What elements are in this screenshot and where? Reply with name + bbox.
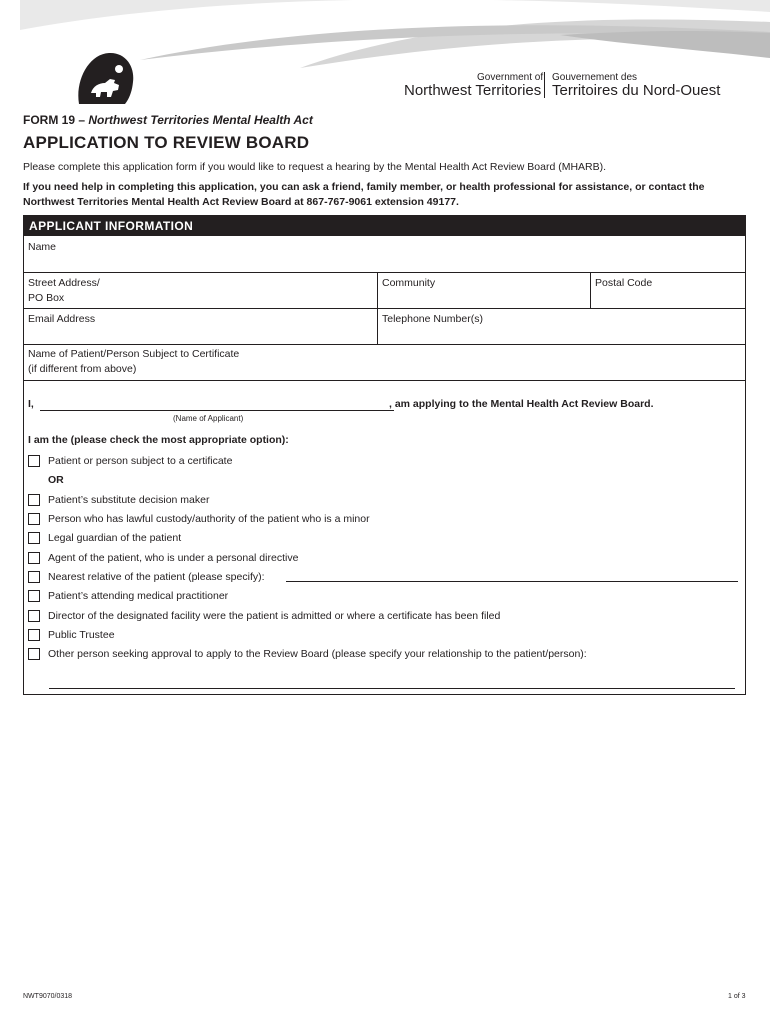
declaration-i: I, — [28, 398, 34, 410]
help-text: If you need help in completing this application, you can ask a friend, family member, or health professional for assistance, or contact the Northwest Territories Mental Health Act Review Board at 867-767-9061 extension 49177. — [23, 181, 705, 208]
applicant-form-box — [23, 215, 746, 695]
checkbox[interactable] — [28, 571, 40, 583]
nearest-relative-specify-line[interactable] — [286, 581, 738, 582]
checkbox[interactable] — [28, 648, 40, 660]
form-code: NWT9070/0318 — [23, 993, 73, 1000]
gov-wordmark-divider — [544, 72, 545, 98]
option-label: Agent of the patient, who is under a personal directive — [48, 552, 299, 564]
checkbox[interactable] — [28, 590, 40, 602]
name-field[interactable] — [24, 236, 745, 273]
street-label-line2: PO Box — [28, 292, 65, 304]
telephone-field[interactable] — [378, 309, 745, 344]
option-label: Patient or person subject to a certificate — [48, 455, 233, 467]
gov-en-small-text: Government of — [477, 72, 544, 83]
checkbox[interactable] — [28, 532, 40, 544]
act-name: Northwest Territories Mental Health Act — [88, 113, 313, 127]
applicant-name-caption: (Name of Applicant) — [173, 414, 244, 423]
other-person-specify-line[interactable] — [49, 688, 735, 689]
option-label: Director of the designated facility were the patient is admitted or where a certificate has been filed — [48, 610, 501, 622]
community-field[interactable] — [378, 273, 590, 308]
form-number — [23, 113, 313, 127]
gov-fr-small-text: Gouvernement des — [552, 72, 638, 83]
options-title: I am the (please check the most appropriate option): — [28, 434, 289, 446]
gov-en-big-text: Northwest Territories — [404, 82, 542, 99]
declaration-text: , am applying to the Mental Health Act Review Board. — [389, 398, 654, 410]
email-label: Email Address — [28, 313, 96, 325]
option-label: Person who has lawful custody/authority of the patient who is a minor — [48, 513, 370, 525]
checkbox[interactable] — [28, 610, 40, 622]
intro-text: Please complete this application form if you would like to request a hearing by the Mental Health Act Review Board (MHARB). — [23, 161, 607, 173]
street-address-field[interactable] — [24, 273, 377, 308]
option-label: Other person seeking approval to apply to the Review Board (please specify your relationship to the patient/person): — [48, 648, 587, 660]
telephone-label: Telephone Number(s) — [382, 313, 483, 325]
option-label: Public Trustee — [48, 629, 115, 641]
or-label: OR — [48, 474, 64, 486]
postal-code-field[interactable] — [591, 273, 745, 308]
patient-label-line1: Name of Patient/Person Subject to Certificate — [28, 348, 240, 360]
applicant-declaration — [28, 398, 743, 428]
option-label: Nearest relative of the patient (please specify): — [48, 571, 265, 583]
option-label: Legal guardian of the patient — [48, 532, 182, 544]
patient-label-line2: (if different from above) — [28, 363, 137, 375]
checkbox[interactable] — [28, 552, 40, 564]
checkbox[interactable] — [28, 629, 40, 641]
checkbox[interactable] — [28, 513, 40, 525]
gov-fr-big-text: Territoires du Nord-Ouest — [552, 82, 721, 99]
form-number-prefix: FORM 19 – — [23, 113, 89, 127]
page-title: APPLICATION TO REVIEW BOARD — [23, 133, 310, 152]
page-number: 1 of 3 — [728, 993, 746, 1000]
street-label-line1: Street Address/ — [28, 277, 100, 289]
option-label: Patient’s substitute decision maker — [48, 494, 210, 506]
community-label: Community — [382, 277, 436, 289]
divider — [24, 380, 745, 381]
name-label: Name — [28, 241, 57, 253]
checkbox[interactable] — [28, 455, 40, 467]
email-field[interactable] — [24, 309, 377, 344]
section-header-applicant: APPLICANT INFORMATION — [24, 216, 745, 236]
option-label: Patient’s attending medical practitioner — [48, 590, 229, 602]
postal-code-label: Postal Code — [595, 277, 653, 289]
patient-name-field[interactable] — [24, 345, 745, 380]
checkbox[interactable] — [28, 494, 40, 506]
polar-bear-logo-icon — [75, 52, 135, 104]
applicant-name-line[interactable] — [40, 410, 394, 411]
